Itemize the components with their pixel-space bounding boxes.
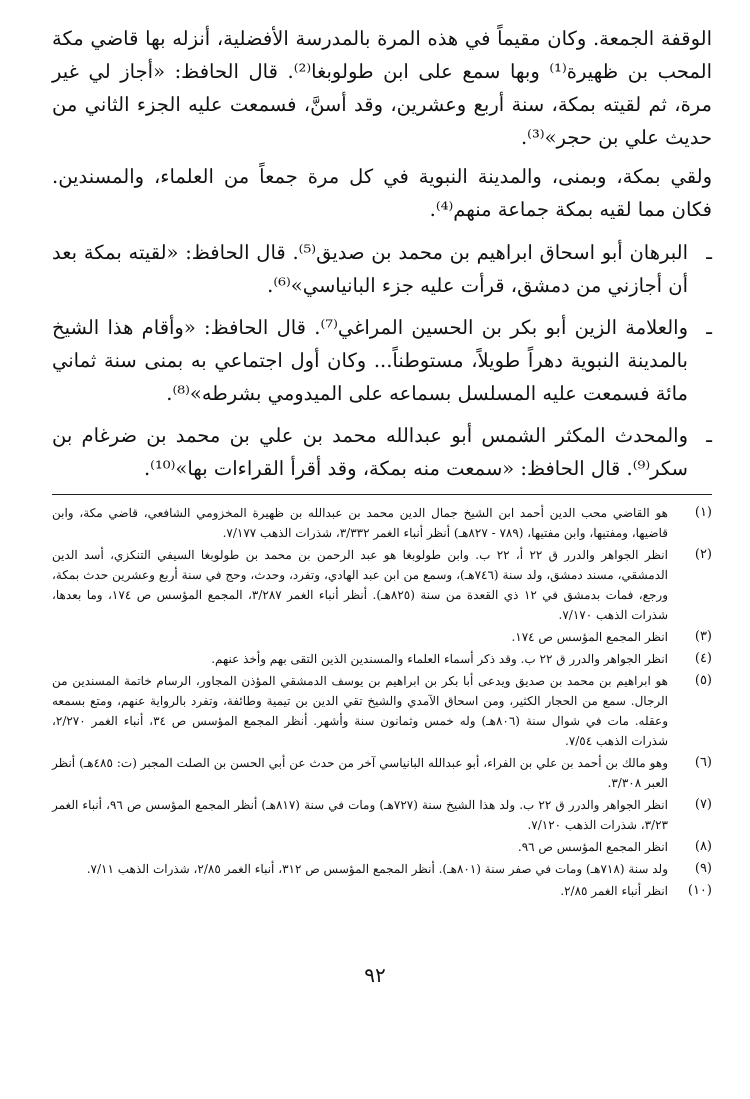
footnote-text: ولد سنة (٧١٨هـ) ومات في صفر سنة (٨٠١هـ). أنظر المجمع المؤسس ص ٣١٢، أنباء الغمر ٢/٨٥، شذرات الذهب ٧/١١. (86, 862, 668, 876)
footnote-text: وهو مالك بن أحمد بن علي بن الفراء، أبو عبدالله البانياسي آخر من حدث عن أبي الحسن بن الصلت المجبر (ت: ٤٨٥هـ) أنظر العبر ٣/٣٠٨. (52, 756, 668, 790)
footnote (52, 627, 712, 647)
footnote-number: (٨) (694, 839, 712, 854)
footnote (52, 859, 712, 879)
footnote-number: (٩) (694, 861, 712, 876)
footnote (52, 671, 712, 751)
footnote-text: هو ابراهيم بن محمد بن صديق ويدعى أبا بكر بن ابراهيم بن يوسف الدمشقي المؤذن المجاور، الرسام خاتمة المسندين من الرجال. سمع من الحجار الكثير، ومن اسحاق الآمدي والشيخ تقي الدين بن تيمية وطائفة، وتفرد بالرواية عنهم، ومتع بسمعه وعقله. مات في شوال سنة (٨٠٦هـ) وله خمس وثمانون سنة وأشهر. أنظر المجمع المؤسس ص ٣٤، أنباء الغمر ٢/٢٧٠، شذرات الذهب ٧/٥٤. (52, 674, 668, 748)
list-item (52, 419, 712, 485)
page-content (52, 22, 712, 903)
footnote (52, 753, 712, 793)
list-item (52, 311, 712, 410)
list-item-text: والعلامة الزين أبو بكر بن الحسين المراغي⁽⁷⁾. قال الحافظ: «وأقام هذا الشيخ بالمدينة النبوية دهراً طويلاً، مستوطناً... وكان أول اجتماعي به بمنى سنة ثماني مائة فسمعت عليه المسلسل بسماعه على الميدومي بشرطه»⁽⁸⁾. (52, 316, 688, 405)
footnote-number: (١٠) (687, 883, 712, 898)
list-item-text: والمحدث المكثر الشمس أبو عبدالله محمد بن علي بن محمد بن ضرغام بن سكر⁽⁹⁾. قال الحافظ: «سمعت منه بمكة، وقد أقرأ القراءات بها»⁽¹⁰⁾. (52, 424, 688, 480)
footnote-number: (٥) (694, 673, 712, 688)
footnote-number: (٦) (694, 755, 712, 770)
dash-bullet: ـ (706, 424, 712, 447)
footnote (52, 545, 712, 625)
footnote-number: (٢) (694, 547, 712, 562)
footnote (52, 837, 712, 857)
footnote (52, 649, 712, 669)
footnote-text: انظر الجواهر والدرر ق ٢٢ ب. ولد هذا الشيخ سنة (٧٢٧هـ) ومات في سنة (٨١٧هـ) أنظر المجمع المؤسس ص ٩٦، أنباء الغمر ٣/٢٣، شذرات الذهب ٧/١٢٠. (52, 798, 668, 832)
page-number: ٩٢ (364, 963, 386, 987)
dash-bullet: ـ (706, 241, 712, 264)
footnote-number: (٧) (694, 797, 712, 812)
footnote-text: انظر المجمع المؤسس ص ٩٦. (517, 840, 668, 854)
footnote-text: انظر أنباء الغمر ٢/٨٥. (560, 884, 668, 898)
scholars-paragraph: ولقي بمكة، وبمنى، والمدينة النبوية في كل مرة جمعاً من العلماء، والمسندين. فكان مما لقيه بمكة جماعة منهم⁽⁴⁾. (52, 165, 712, 221)
intro-paragraph: الوقفة الجمعة. وكان مقيماً في هذه المرة بالمدرسة الأفضلية، أنزله بها قاضي مكة المحب بن ظهيرة⁽¹⁾ وبها سمع على ابن طولوبغا⁽²⁾. قال الحافظ: «أجاز لي غير مرة، ثم لقيته بمكة، سنة أربع وعشرين، وقد أسنَّ، فسمعت عليه الجزء الثاني من حديث علي بن حجر»⁽³⁾. (52, 27, 712, 149)
footnote (52, 503, 712, 543)
footnote (52, 881, 712, 901)
footnote-text: هو القاضي محب الدين أحمد ابن الشيخ جمال الدين محمد بن عبدالله بن ظهيرة المخزومي الشافعي، قاضي مكة، وابن قاضيها، ومفتيها، وابن مفتيها، (٧٨٩ - ٨٢٧هـ) أنظر أنباء الغمر ٣/٣٣٢، شذرات الذهب ٧/١٧٧. (52, 506, 668, 540)
footnote-text: انظر المجمع المؤسس ص ١٧٤. (511, 630, 668, 644)
list-item-text: البرهان أبو اسحاق ابراهيم بن محمد بن صديق⁽⁵⁾. قال الحافظ: «لقيته بمكة بعد أن أجازني من دمشق، قرأت عليه جزء البانياسي»⁽⁶⁾. (52, 241, 688, 297)
list-item (52, 236, 712, 302)
dash-bullet: ـ (706, 316, 712, 339)
footnote-number: (٣) (694, 629, 712, 644)
footnote-number: (١) (694, 505, 712, 520)
footnote-divider (52, 494, 712, 495)
footnote-number: (٤) (694, 651, 712, 666)
footnote-text: انظر الجواهر والدرر ق ٢٢ ب. وقد ذكر أسماء العلماء والمسندين الذين التقى بهم وأخذ عنهم. (211, 652, 668, 666)
footnote-text: انظر الجواهر والدرر ق ٢٢ أ، ٢٢ ب. وابن طولوبغا هو عبد الرحمن بن محمد بن طولوبغا السيفي التنكزي، أسد الدين الدمشقي، مسند دمشق، ولد سنة (٧٤٦هـ)، وسمع من ابن عبد الهادي، وتفرد، وحدث، وحج في سنة أربع وعشرين حدث بمكة، ورجع، فمات بدمشق في ١٢ ذي القعدة من سنة (٨٢٥هـ). أنظر أنباء الغمر ٣/٢٨٧، المجمع المؤسس ص ١٧٤، وما بعدها، شذرات الذهب ٧/١٧٠. (52, 548, 669, 622)
footnote (52, 795, 712, 835)
